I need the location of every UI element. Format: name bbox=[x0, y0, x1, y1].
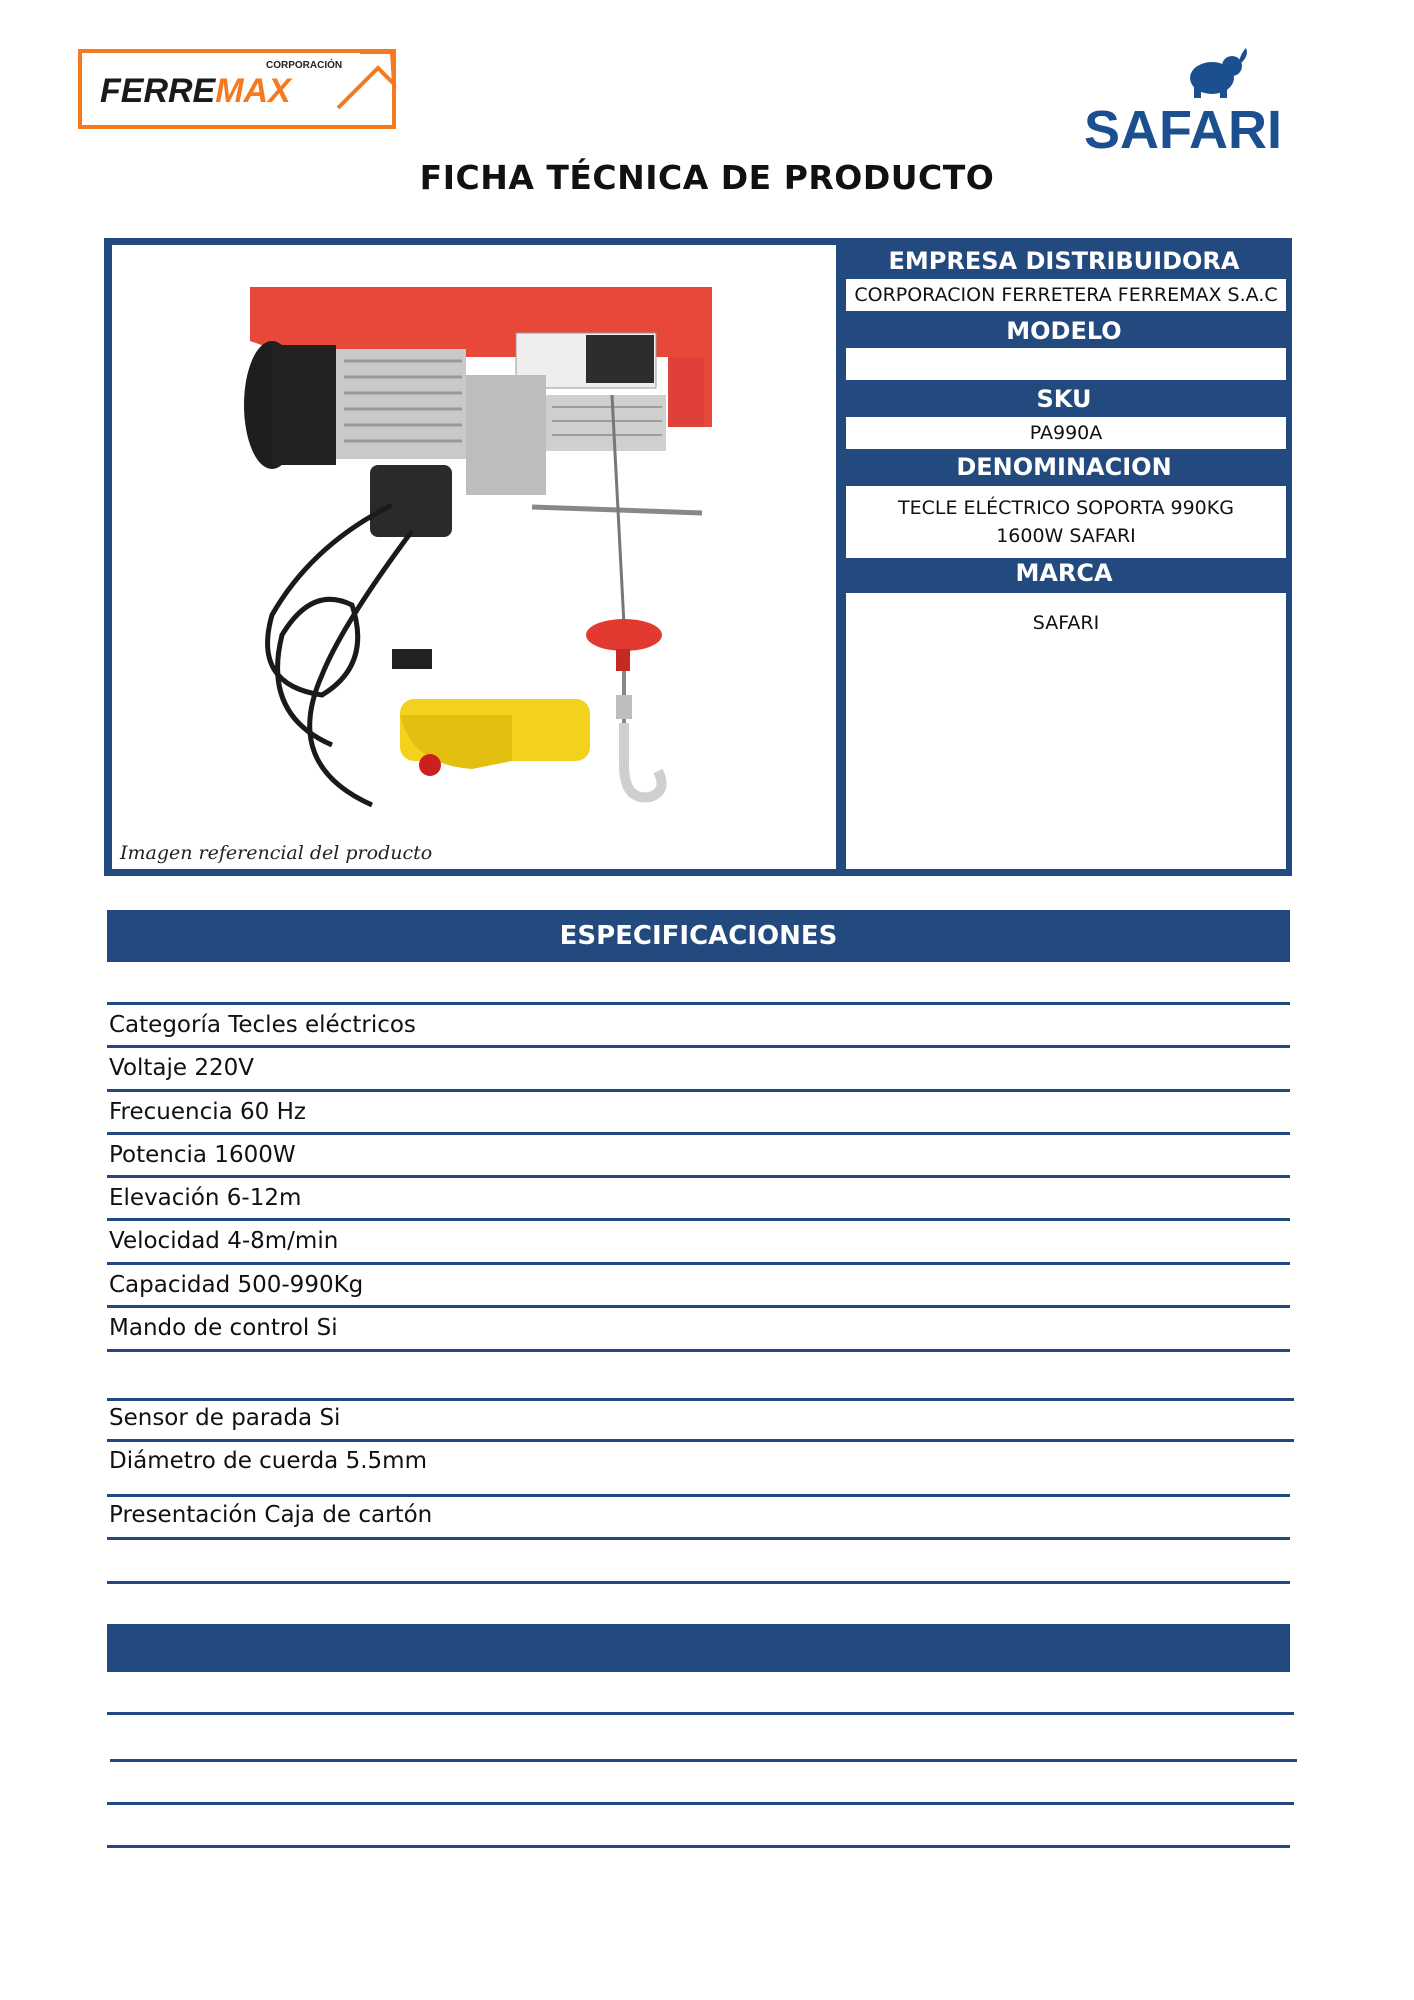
ferremax-word-max: MAX bbox=[215, 72, 291, 110]
product-image-panel bbox=[112, 245, 836, 869]
spec-mando-control: Mando de control Si bbox=[109, 1315, 338, 1341]
modelo-value bbox=[846, 348, 1286, 380]
footer-divider bbox=[107, 1712, 1294, 1715]
spec-voltaje: Voltaje 220V bbox=[109, 1055, 255, 1081]
spec-divider bbox=[107, 1132, 1290, 1135]
product-image bbox=[112, 245, 836, 869]
specifications-header: ESPECIFICACIONES bbox=[107, 910, 1290, 962]
spec-divider bbox=[107, 1537, 1290, 1540]
footer-divider bbox=[107, 1802, 1294, 1805]
footer-divider bbox=[107, 1845, 1290, 1848]
spec-divider bbox=[107, 1439, 1294, 1442]
spec-divider bbox=[107, 1581, 1290, 1584]
safari-wordmark: SAFARI bbox=[1084, 100, 1283, 158]
spec-frecuencia: Frecuencia 60 Hz bbox=[109, 1099, 306, 1125]
image-caption: Imagen referencial del producto bbox=[120, 842, 433, 864]
spec-divider bbox=[107, 1349, 1290, 1352]
ferremax-corporacion-text: CORPORACIÓN bbox=[266, 60, 343, 71]
spec-divider bbox=[107, 1494, 1290, 1497]
spec-divider bbox=[107, 1398, 1294, 1401]
spec-capacidad: Capacidad 500-990Kg bbox=[109, 1272, 364, 1298]
spec-divider bbox=[107, 1262, 1290, 1265]
spec-presentacion: Presentación Caja de cartón bbox=[109, 1502, 433, 1528]
spec-divider bbox=[107, 1002, 1290, 1005]
sku-value: PA990A bbox=[846, 417, 1286, 449]
denominacion-label: DENOMINACION bbox=[956, 453, 1172, 481]
sku-label: SKU bbox=[1036, 385, 1092, 413]
spec-divider bbox=[107, 1175, 1290, 1178]
spec-velocidad: Velocidad 4-8m/min bbox=[109, 1228, 339, 1254]
spec-sensor-parada: Sensor de parada Si bbox=[109, 1405, 341, 1431]
page-title: FICHA TÉCNICA DE PRODUCTO bbox=[419, 158, 995, 197]
spec-divider bbox=[107, 1305, 1290, 1308]
spec-divider bbox=[107, 1089, 1290, 1092]
denominacion-value: TECLE ELÉCTRICO SOPORTA 990KG 1600W SAFARI bbox=[846, 486, 1286, 558]
empresa-distribuidora-label: EMPRESA DISTRIBUIDORA bbox=[888, 247, 1240, 275]
spec-divider bbox=[107, 1218, 1290, 1221]
marca-value: SAFARI bbox=[846, 593, 1286, 869]
spec-elevacion: Elevación 6-12m bbox=[109, 1185, 302, 1211]
ferremax-logo bbox=[78, 48, 398, 130]
footer-band bbox=[107, 1624, 1290, 1672]
empresa-distribuidora-value: CORPORACION FERRETERA FERREMAX S.A.C bbox=[846, 279, 1286, 311]
spec-divider bbox=[107, 1045, 1290, 1048]
elephant-icon bbox=[1190, 48, 1247, 98]
modelo-label: MODELO bbox=[1006, 317, 1122, 345]
spec-categoria: Categoría Tecles eléctricos bbox=[109, 1012, 416, 1038]
footer-divider bbox=[110, 1759, 1297, 1762]
safari-logo bbox=[1082, 48, 1320, 158]
spec-diametro-cuerda: Diámetro de cuerda 5.5mm bbox=[109, 1448, 427, 1474]
svg-text:FERREMAX bbox=[100, 72, 293, 110]
spec-potencia: Potencia 1600W bbox=[109, 1142, 296, 1168]
marca-label: MARCA bbox=[1015, 559, 1113, 587]
ferremax-word-ferre: FERRE bbox=[100, 72, 216, 110]
